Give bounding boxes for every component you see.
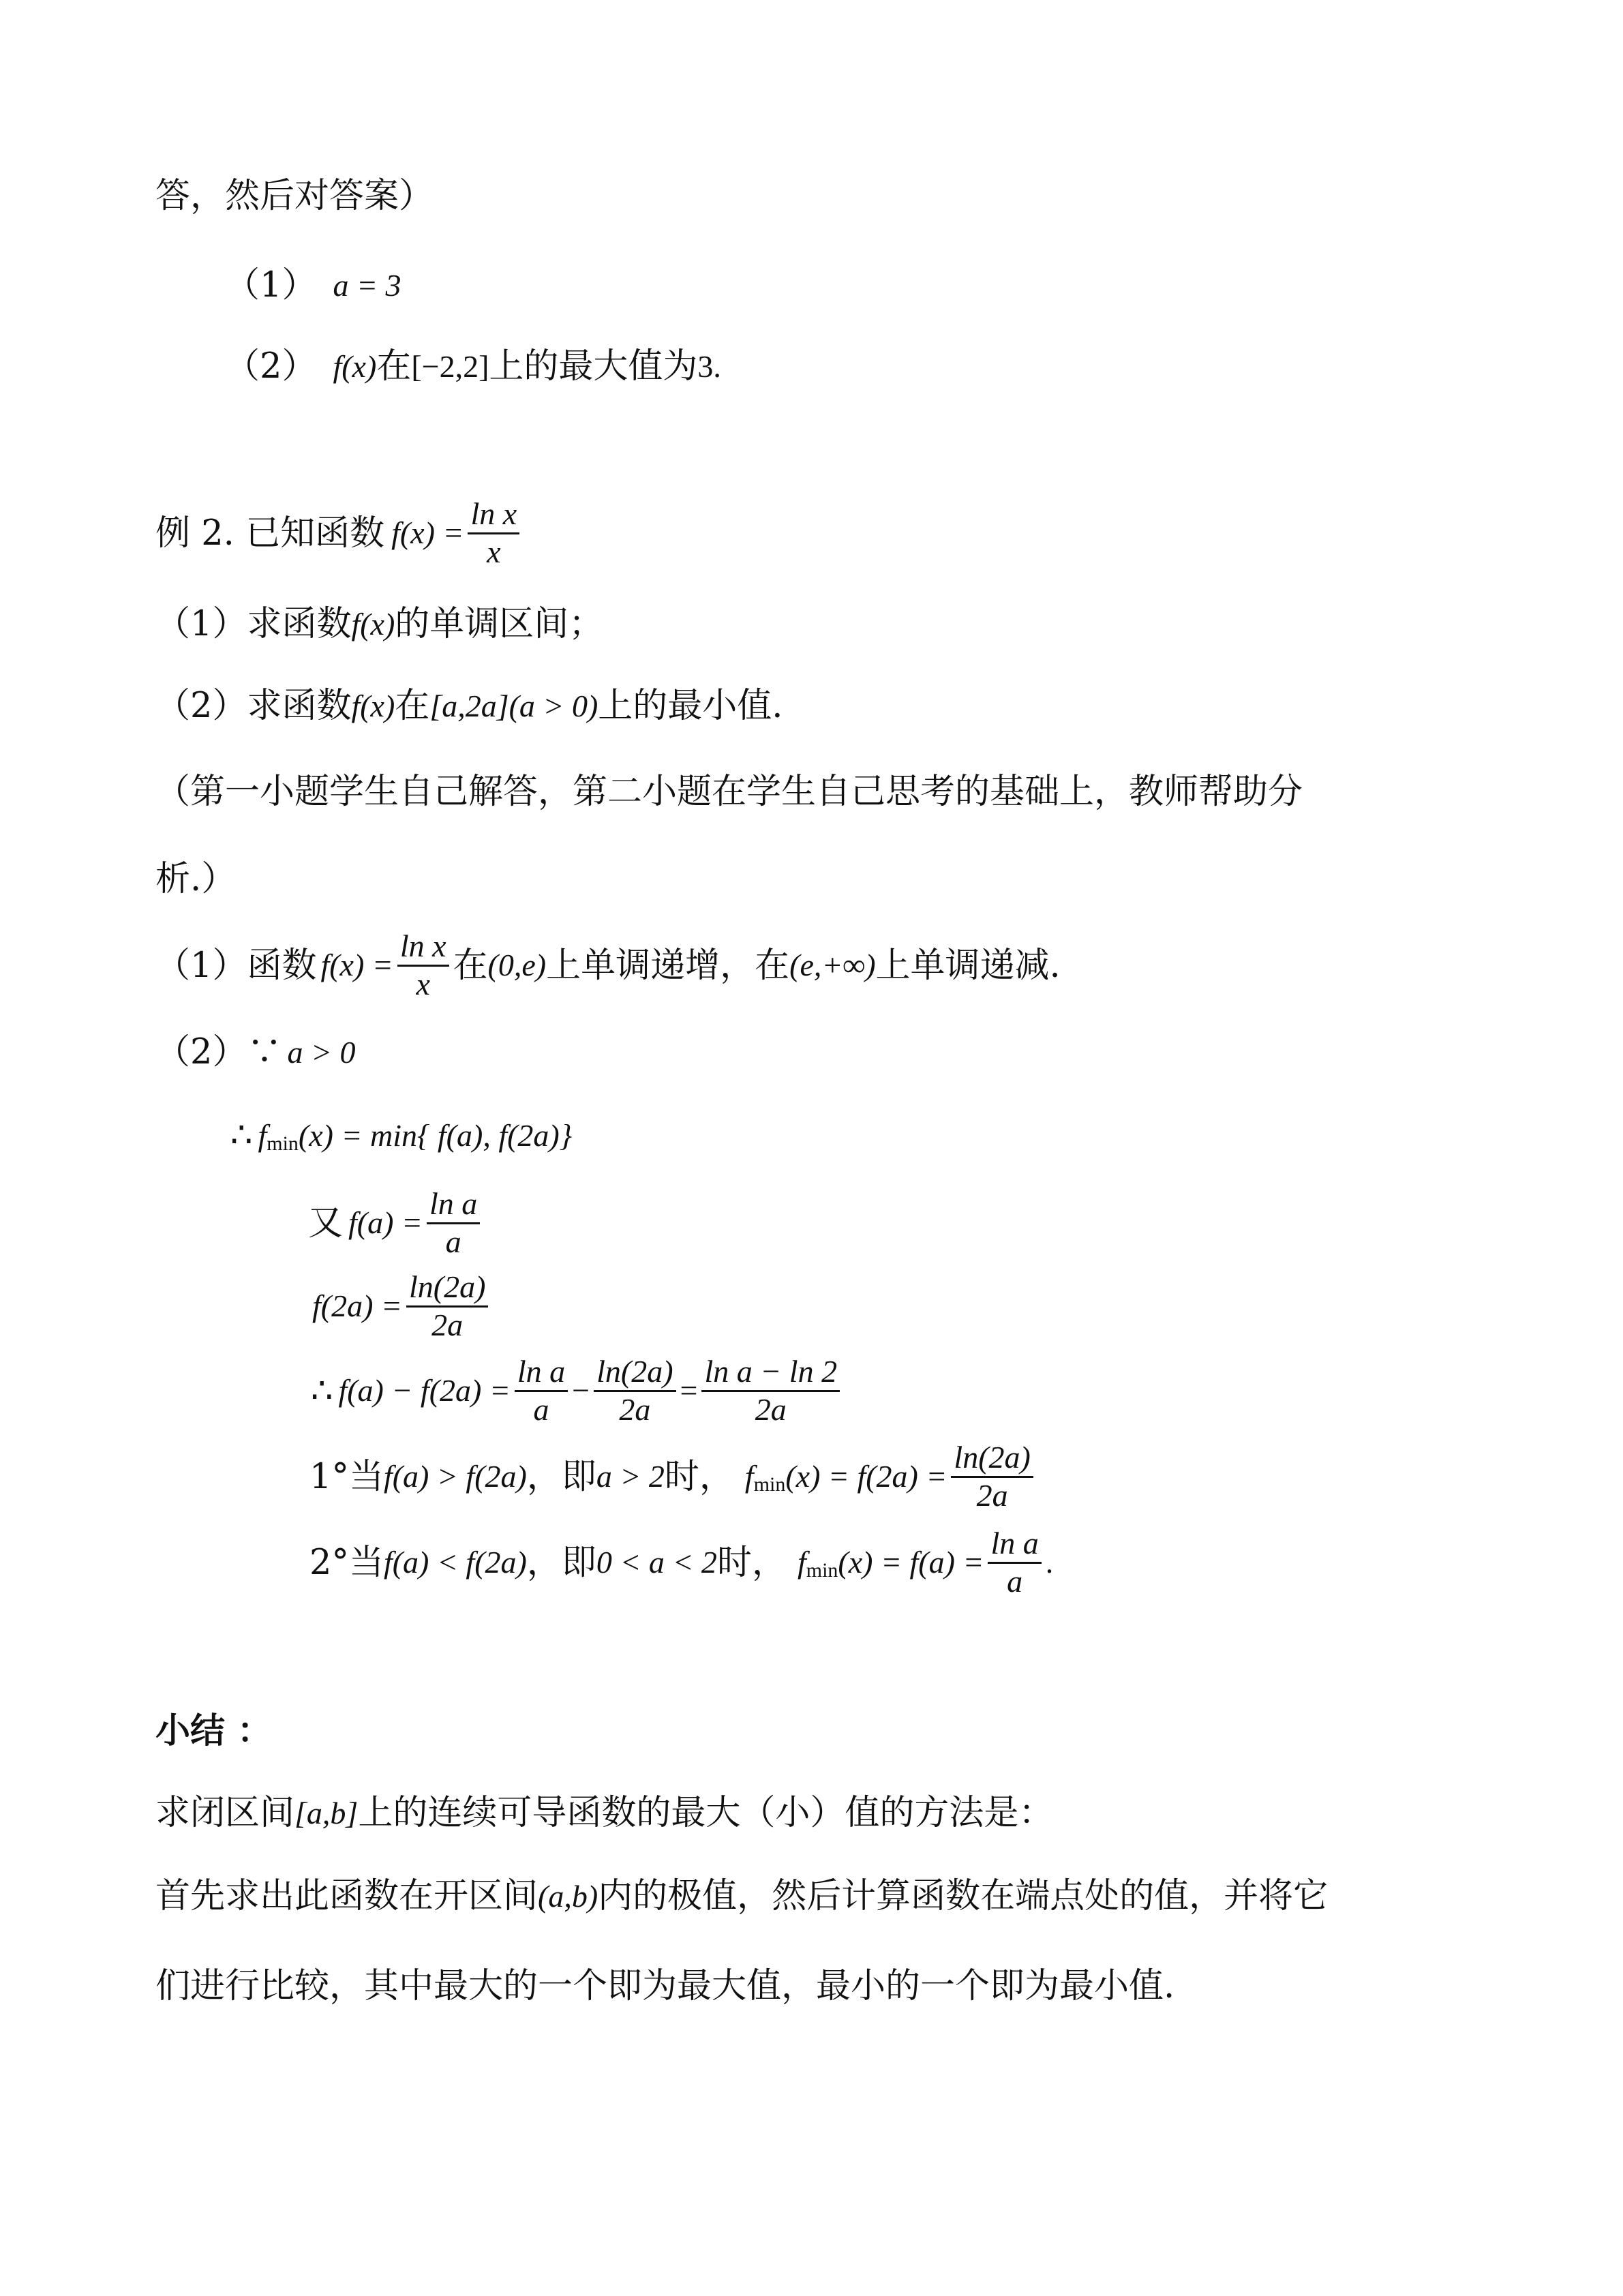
fraction-lna-over-a: $\frac{\text{ln a}}{a}$ xyxy=(515,1354,568,1428)
solution-1: （1）函数 f(x) = $\frac{\text{ln x}}{x}$ 在 (0,e) 上单调递增，在 (e,+∞) 上单调递减. xyxy=(155,928,1061,1001)
note-line-2: 析.） xyxy=(155,859,237,899)
case-2: 2°当 f(a) < f(2a) ，即 0 < a < 2 时， f min (x) = f(a) = $\frac{\text{ln a}}{a}$ . xyxy=(309,1526,1054,1599)
f-a-line: 又 f(a) = $\frac{\text{ln a}}{a}$ xyxy=(308,1186,484,1260)
summary-line-1: 求闭区间 [a,b] 上的连续可导函数的最大（小）值的方法是： xyxy=(155,1793,1054,1833)
fraction-ln2a-over-2a: $\frac{\ln(2a)}{2a}$ xyxy=(594,1354,676,1428)
fraction-ln2a-over-2a: $\frac{\ln(2a)}{2a}$ xyxy=(406,1269,488,1344)
fraction-result: $\frac{\text{ln a − ln 2}}{2a}$ xyxy=(701,1354,840,1428)
difference-line: ∴ f(a) − f(2a) = $\frac{\text{ln a}}{a}$ − $\frac{\ln(2a)}{2a}$ = $\frac{\text{ln a − ln 2}}{2a}$ xyxy=(311,1354,844,1428)
example-2-title: 例 2. 已知函数 f(x) = $\frac{\text{ln x}}{x}$ xyxy=(155,496,524,571)
fraction-lna-over-a: $\frac{\text{ln a}}{a}$ xyxy=(427,1186,480,1260)
summary-heading: 小结 ： xyxy=(155,1710,272,1751)
text-line-1: 答，然后对答案） xyxy=(155,176,434,216)
fraction-lna-over-a: $\frac{\text{ln a}}{a}$ xyxy=(988,1526,1041,1600)
fmin-definition: ∴ f min (x) = min{ f(a), f(2a)} xyxy=(230,1115,573,1155)
question-1: （1）求函数 f(x) 的单调区间； xyxy=(155,604,604,644)
case-1: 1°当 f(a) > f(2a) ，即 a > 2 时， f min (x) = f(2a) = $\frac{\ln(2a)}{2a}$ xyxy=(309,1440,1037,1514)
summary-line-3: 们进行比较，其中最大的一个即为最大值，最小的一个即为最小值. xyxy=(155,1966,1175,2006)
summary-line-2: 首先求出此函数在开区间 (a,b) 内的极值，然后计算函数在端点处的值，并将它 xyxy=(155,1876,1329,1916)
note-line-1: （第一小题学生自己解答，第二小题在学生自己思考的基础上，教师帮助分 xyxy=(155,772,1303,812)
fraction-lnx-over-x: $\frac{\text{ln x}}{x}$ xyxy=(397,928,449,1003)
fraction-ln2a-over-2a: $\frac{\ln(2a)}{2a}$ xyxy=(951,1440,1033,1514)
question-2: （2）求函数 f(x) 在 [a,2a](a > 0) 上的最小值. xyxy=(155,686,783,726)
answer-2: （2） f(x) 在 [−2,2] 上的最大值为 3 . xyxy=(225,346,721,387)
solution-2: （2）∵ a > 0 xyxy=(155,1032,356,1072)
fraction-lnx-over-x: $\frac{\text{ln x}}{x}$ xyxy=(468,496,519,571)
f-2a-line: f(2a) = $\frac{\ln(2a)}{2a}$ xyxy=(312,1269,492,1344)
answer-1: （1） a = 3 xyxy=(225,265,401,305)
